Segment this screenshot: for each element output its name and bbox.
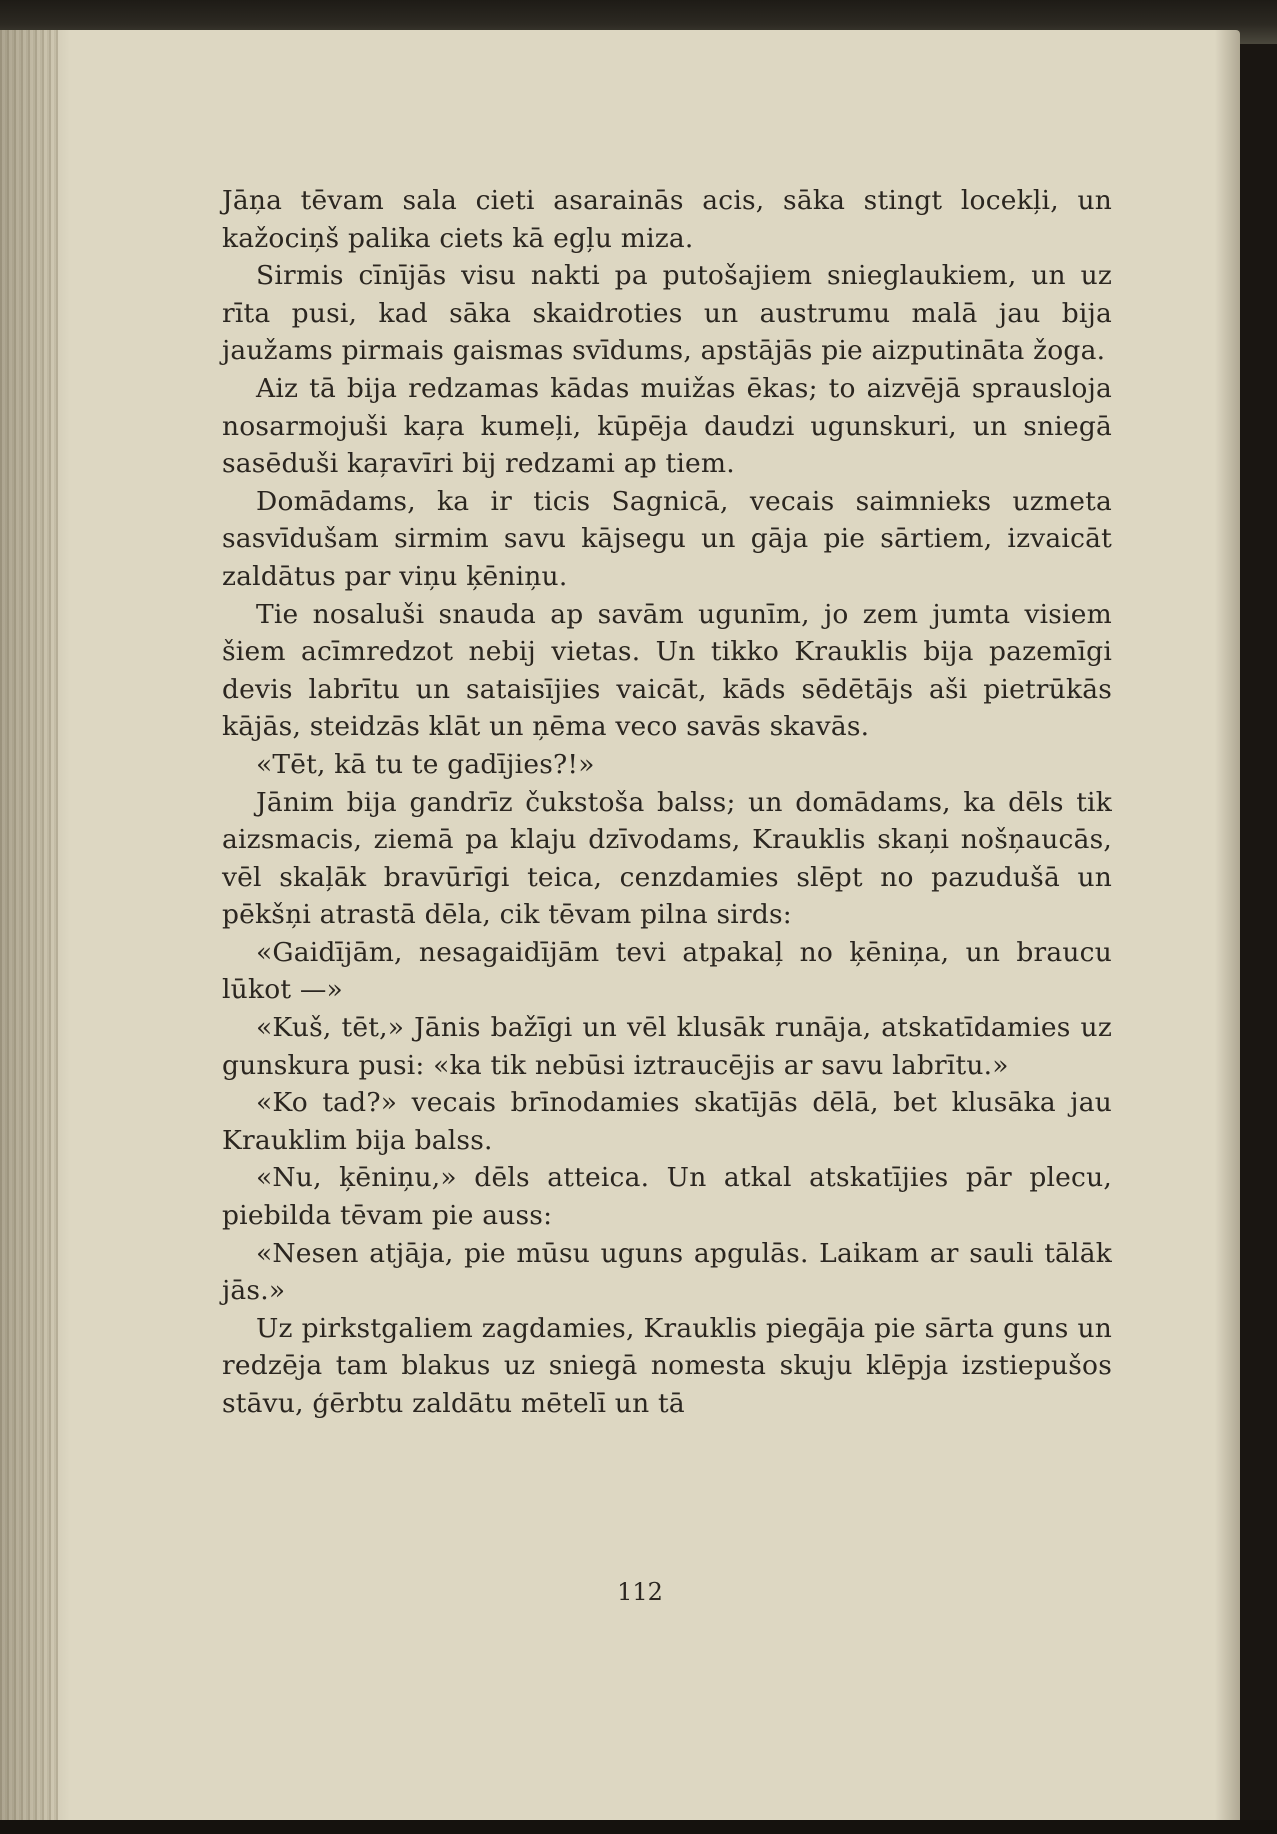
right-edge-shadow xyxy=(1215,30,1240,1820)
paragraph: «Gaidījām, nesagaidījām tevi atpakaļ no ķēniņa, un braucu lūkot —» xyxy=(222,936,1112,1006)
paragraph: Aiz tā bija redzamas kādas muižas ēkas; to aizvējā sprausloja nosarmojuši kaŗa kumeļi, kūpēja daudzi ugunskuri, un sniegā sasēduši kaŗavīri bij redzami ap tiem. xyxy=(222,372,1112,480)
paragraph: Domādams, ka ir ticis Sagnicā, vecais saimnieks uzmeta sasvīdušam sirmim savu kājsegu un gāja pie sārtiem, izvaicāt zaldātus par viņu ķēniņu. xyxy=(222,485,1112,592)
gutter-shadow xyxy=(0,30,70,1820)
paragraph: «Nesen atjāja, pie mūsu uguns apgulās. Laikam ar sauli tālāk jās.» xyxy=(222,1237,1112,1307)
paragraph: «Nu, ķēniņu,» dēls atteica. Un atkal atskatījies pār plecu, piebilda tēvam pie auss: xyxy=(222,1162,1112,1232)
paragraph: «Ko tad?» vecais brīnodamies skatījās dēlā, bet klusāka jau Krauklim bija balss. xyxy=(222,1087,1112,1156)
paragraph: Jāņa tēvam sala cieti asarainās acis, sāka stingt locekļi, un kažociņš palika ciets kā egļu miza. xyxy=(222,185,1112,254)
paragraph: «Tēt, kā tu te gadījies?!» xyxy=(256,748,595,780)
paragraph: Sirmis cīnījās visu nakti pa putošajiem snieglaukiem, un uz rīta pusi, kad sāka skaidroties un austrumu malā jau bija jaužams pirmais gaismas svīdums, apstājās pie aizputināta žoga. xyxy=(222,260,1112,367)
body-text xyxy=(222,182,1112,1423)
paragraph: Tie nosaluši snauda ap savām ugunīm, jo zem jumta visiem šiem acīmredzot nebij vietas. Un tikko Krauklis bija pazemīgi devis labrītu un sataisījies vaicāt, kāds sēdētājs aši pietrūkās kājās, steidzās klāt un ņēma veco savās skavās. xyxy=(222,598,1112,743)
paragraph: Uz pirkstgaliem zagdamies, Krauklis piegāja pie sārta guns un redzēja tam blakus uz sniegā nomesta skuju klēpja izstiepušos stāvu, ģērbtu zaldātu mētelī un tā xyxy=(222,1312,1112,1419)
paragraph: Jānim bija gandrīz čukstoša balss; un domādams, ka dēls tik aizsmacis, ziemā pa klaju dzīvodams, Krauklis skaņi nošņaucās, vēl skaļāk bravūrīgi teica, cenzdamies slēpt no pazudušā un pēkšņi atrastā dēla, cik tēvam pilna sirds: xyxy=(222,786,1112,931)
bottom-edge xyxy=(0,1820,1277,1834)
paragraph: «Kuš, tēt,» Jānis bažīgi un vēl klusāk runāja, atskatīdamies uz gunskura pusi: «ka tik nebūsi iztraucējis ar savu labrītu.» xyxy=(222,1012,1112,1081)
page-number: 112 xyxy=(617,1578,663,1606)
